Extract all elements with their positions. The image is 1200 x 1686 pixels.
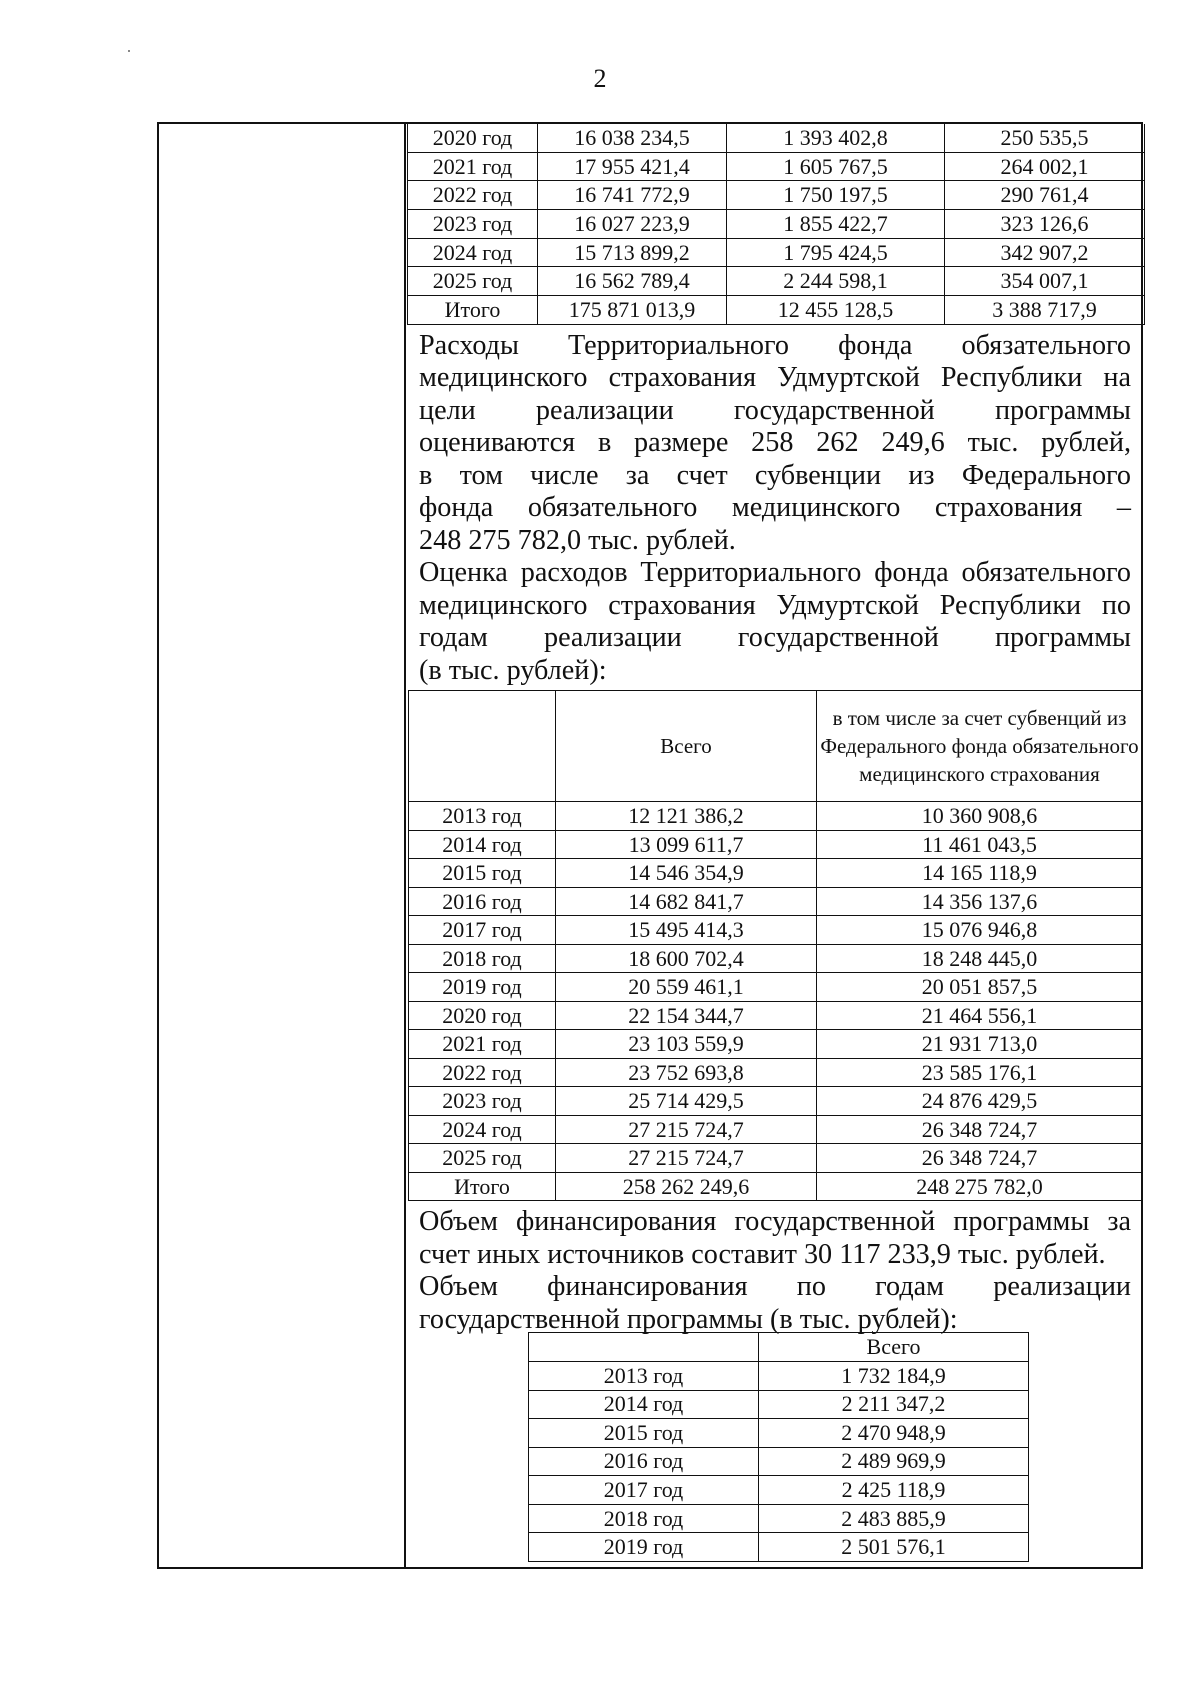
value-cell: 18 248 445,0 (817, 944, 1143, 973)
value-cell: 20 559 461,1 (556, 973, 817, 1002)
row-label-cell: 2021 год (409, 1030, 556, 1059)
other-sources-intro (406, 1271, 1141, 1336)
table-row (409, 944, 1143, 973)
row-label-cell: 2024 год (408, 238, 538, 267)
table-row (409, 1115, 1143, 1144)
table-row (409, 887, 1143, 916)
table-row (529, 1390, 1029, 1419)
document-frame (157, 122, 1143, 1569)
value-cell: 2 211 347,2 (759, 1390, 1029, 1419)
header-cell-total: Всего (556, 691, 817, 802)
table-row (409, 973, 1143, 1002)
paragraph-line: Объем финансирования по годам реализации (419, 1271, 1131, 1303)
row-label-cell: Итого (409, 1172, 556, 1201)
header-cell-year (409, 691, 556, 802)
value-cell: 12 455 128,5 (727, 296, 945, 325)
value-cell: 290 761,4 (945, 181, 1145, 210)
value-cell: 10 360 908,6 (817, 802, 1143, 831)
value-cell: 21 464 556,1 (817, 1001, 1143, 1030)
value-cell: 15 076 946,8 (817, 916, 1143, 945)
row-label-cell: 2018 год (529, 1504, 759, 1533)
value-cell: 2 489 969,9 (759, 1447, 1029, 1476)
right-column-content (406, 124, 1141, 1562)
table-row (409, 1144, 1143, 1173)
paragraph-line: государственной программы (в тыс. рублей): (419, 1303, 958, 1335)
tfoms-expenses-table (408, 690, 1143, 1201)
row-label-cell: 2025 год (409, 1144, 556, 1173)
value-cell: 15 713 899,2 (538, 238, 727, 267)
table-row (408, 152, 1145, 181)
value-cell: 250 535,5 (945, 124, 1145, 152)
tfoms-estimate-intro (406, 557, 1141, 687)
row-label-cell: 2025 год (408, 267, 538, 296)
row-label-cell: 2019 год (529, 1533, 759, 1562)
paragraph-line: цели реализации государственной программы (419, 394, 1131, 426)
paragraph-line: медицинского страхования Удмуртской Республики по (419, 589, 1131, 621)
header-cell-year (529, 1333, 759, 1362)
table-row (529, 1504, 1029, 1533)
value-cell: 16 741 772,9 (538, 181, 727, 210)
value-cell: 14 165 118,9 (817, 859, 1143, 888)
value-cell: 2 244 598,1 (727, 267, 945, 296)
row-label-cell: 2023 год (408, 210, 538, 239)
value-cell: 1 393 402,8 (727, 124, 945, 152)
value-cell: 3 388 717,9 (945, 296, 1145, 325)
value-cell: 14 546 354,9 (556, 859, 817, 888)
value-cell: 2 425 118,9 (759, 1476, 1029, 1505)
table-row (408, 267, 1145, 296)
table-row (409, 1058, 1143, 1087)
row-label-cell: 2014 год (529, 1390, 759, 1419)
value-cell: 14 682 841,7 (556, 887, 817, 916)
paragraph-line: Расходы Территориального фонда обязательного (419, 329, 1131, 361)
value-cell: 16 038 234,5 (538, 124, 727, 152)
row-label-cell: 2014 год (409, 830, 556, 859)
value-cell: 1 605 767,5 (727, 152, 945, 181)
table-row (409, 859, 1143, 888)
row-label-cell: 2018 год (409, 944, 556, 973)
value-cell: 22 154 344,7 (556, 1001, 817, 1030)
value-cell: 23 752 693,8 (556, 1058, 817, 1087)
row-label-cell: 2013 год (529, 1361, 759, 1390)
value-cell: 13 099 611,7 (556, 830, 817, 859)
row-label-cell: 2017 год (409, 916, 556, 945)
row-label-cell: 2013 год (409, 802, 556, 831)
table-row (529, 1476, 1029, 1505)
value-cell: 21 931 713,0 (817, 1030, 1143, 1059)
table-row (529, 1361, 1029, 1390)
table-row (409, 1030, 1143, 1059)
value-cell: 323 126,6 (945, 210, 1145, 239)
value-cell: 1 795 424,5 (727, 238, 945, 267)
row-label-cell: 2019 год (409, 973, 556, 1002)
regional-budget-table (407, 124, 1145, 325)
value-cell: 2 501 576,1 (759, 1533, 1029, 1562)
value-cell: 25 714 429,5 (556, 1087, 817, 1116)
value-cell: 26 348 724,7 (817, 1144, 1143, 1173)
header-cell-total: Всего (759, 1333, 1029, 1362)
table-row (408, 124, 1145, 152)
paragraph-line: в том числе за счет субвенции из Федерального (419, 459, 1131, 491)
row-label-cell: 2015 год (409, 859, 556, 888)
row-label-cell: 2024 год (409, 1115, 556, 1144)
value-cell: 23 103 559,9 (556, 1030, 817, 1059)
value-cell: 248 275 782,0 (817, 1172, 1143, 1201)
table-row (409, 1172, 1143, 1201)
value-cell: 12 121 386,2 (556, 802, 817, 831)
row-label-cell: 2015 год (529, 1419, 759, 1448)
other-sources-paragraph (406, 1206, 1141, 1271)
table-row (529, 1447, 1029, 1476)
table-row (408, 210, 1145, 239)
value-cell: 1 855 422,7 (727, 210, 945, 239)
row-label-cell: 2021 год (408, 152, 538, 181)
tfoms-expenses-paragraph (406, 330, 1141, 558)
row-label-cell: 2017 год (529, 1476, 759, 1505)
paragraph-line: Оценка расходов Территориального фонда обязательного (419, 557, 1131, 589)
paragraph-line: (в тыс. рублей): (419, 654, 607, 686)
table-header-row (529, 1333, 1029, 1362)
paragraph-line: счет иных источников составит 30 117 233,9 тыс. рублей. (419, 1238, 1106, 1270)
table-row (408, 181, 1145, 210)
row-label-cell: 2016 год (529, 1447, 759, 1476)
value-cell: 1 750 197,5 (727, 181, 945, 210)
row-label-cell: 2020 год (408, 124, 538, 152)
row-label-cell: 2023 год (409, 1087, 556, 1116)
other-sources-table (528, 1332, 1029, 1562)
value-cell: 17 955 421,4 (538, 152, 727, 181)
table-row (409, 802, 1143, 831)
value-cell: 24 876 429,5 (817, 1087, 1143, 1116)
value-cell: 14 356 137,6 (817, 887, 1143, 916)
value-cell: 18 600 702,4 (556, 944, 817, 973)
value-cell: 27 215 724,7 (556, 1115, 817, 1144)
value-cell: 1 732 184,9 (759, 1361, 1029, 1390)
table-row (408, 296, 1145, 325)
row-label-cell: 2016 год (409, 887, 556, 916)
scan-artifact-dot (128, 50, 130, 52)
paragraph-line: фонда обязательного медицинского страхования – (419, 492, 1131, 524)
value-cell: 16 562 789,4 (538, 267, 727, 296)
table-row (409, 1087, 1143, 1116)
paragraph-line: оцениваются в размере 258 262 249,6 тыс. рублей, (419, 427, 1131, 459)
value-cell: 175 871 013,9 (538, 296, 727, 325)
table-header-row (409, 691, 1143, 802)
table-row (408, 238, 1145, 267)
value-cell: 264 002,1 (945, 152, 1145, 181)
table-row (409, 1001, 1143, 1030)
value-cell: 16 027 223,9 (538, 210, 727, 239)
row-label-cell: 2022 год (409, 1058, 556, 1087)
table-row (529, 1419, 1029, 1448)
paragraph-line: Объем финансирования государственной программы за (419, 1206, 1131, 1238)
value-cell: 27 215 724,7 (556, 1144, 817, 1173)
value-cell: 342 907,2 (945, 238, 1145, 267)
paragraph-line: медицинского страхования Удмуртской Республики на (419, 362, 1131, 394)
table-row (409, 916, 1143, 945)
value-cell: 15 495 414,3 (556, 916, 817, 945)
header-cell-subvention: в том числе за счет субвенций из Федерального фонда обязательного медицинского страхования (817, 691, 1143, 802)
row-label-cell: 2022 год (408, 181, 538, 210)
row-label-cell: 2020 год (409, 1001, 556, 1030)
page-number: 2 (593, 64, 607, 93)
value-cell: 23 585 176,1 (817, 1058, 1143, 1087)
paragraph-line: годам реализации государственной программы (419, 622, 1131, 654)
paragraph-line: 248 275 782,0 тыс. рублей. (419, 524, 736, 556)
value-cell: 20 051 857,5 (817, 973, 1143, 1002)
table-row (529, 1533, 1029, 1562)
table-row (409, 830, 1143, 859)
value-cell: 26 348 724,7 (817, 1115, 1143, 1144)
value-cell: 258 262 249,6 (556, 1172, 817, 1201)
value-cell: 354 007,1 (945, 267, 1145, 296)
row-label-cell: Итого (408, 296, 538, 325)
value-cell: 2 483 885,9 (759, 1504, 1029, 1533)
value-cell: 2 470 948,9 (759, 1419, 1029, 1448)
value-cell: 11 461 043,5 (817, 830, 1143, 859)
